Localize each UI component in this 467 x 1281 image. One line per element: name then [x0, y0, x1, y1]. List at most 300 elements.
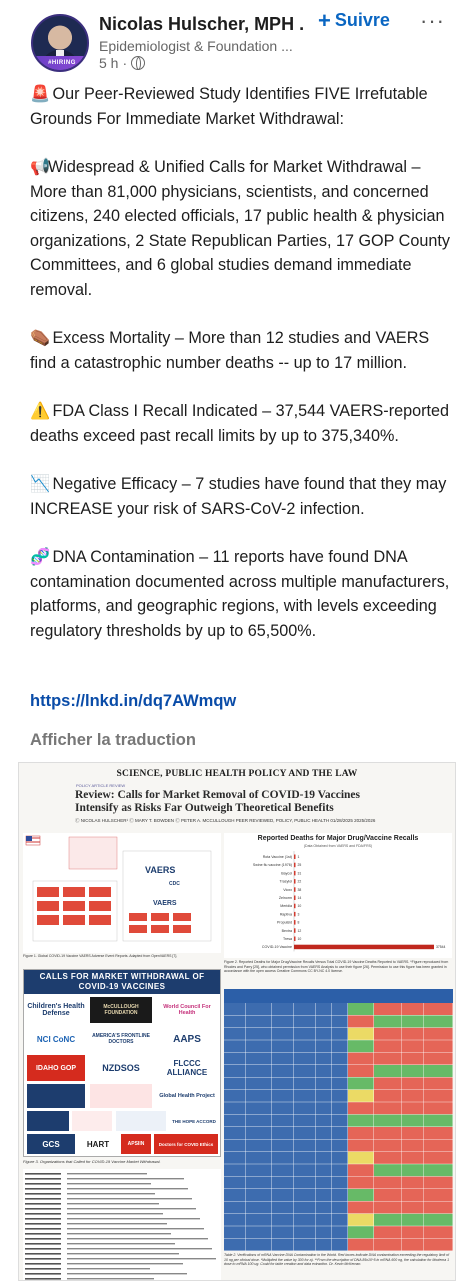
- svg-text:CDC: CDC: [169, 881, 180, 887]
- table-cell: [424, 1053, 453, 1065]
- table-cell: [332, 1239, 348, 1251]
- table-cell: [272, 1077, 294, 1089]
- table-cell: [294, 1003, 316, 1015]
- table-cell: [316, 1015, 332, 1027]
- table-cell: [246, 1028, 272, 1040]
- bar: [294, 912, 296, 917]
- ref-finding-line: [67, 1213, 163, 1214]
- table-cell: [224, 1189, 246, 1201]
- logo-idaho-gop: IDAHO GOP: [27, 1055, 85, 1081]
- flag-canton: [26, 836, 32, 841]
- table-cell: [374, 1115, 402, 1127]
- ref-source-line: [25, 1213, 61, 1215]
- table-cell: [332, 1077, 348, 1089]
- avatar[interactable]: [31, 14, 89, 72]
- table-cell: [246, 1177, 272, 1189]
- table-cell: [272, 1152, 294, 1164]
- logo-doctors-for-covid-ethics: Doctors for COVID Ethics: [154, 1134, 218, 1154]
- table-cell: [272, 1040, 294, 1052]
- ref-source-line: [25, 1203, 61, 1205]
- logo-red-badge: [72, 1111, 112, 1131]
- author-headline: Epidemiologist & Foundation ...: [99, 38, 293, 54]
- post-paragraph: [30, 155, 450, 302]
- table-cell: [316, 1077, 332, 1089]
- table-cell: [424, 1040, 453, 1052]
- table-cell: [402, 1003, 424, 1015]
- logo-americas-frontline-doctors: AMERICA'S FRONTLINE DOCTORS: [92, 1033, 150, 1045]
- table-cell: [424, 1065, 453, 1077]
- ref-finding-line: [67, 1263, 183, 1264]
- figure-3-header: CALLS FOR MARKET WITHDRAWAL OF COVID-19 VACCINES: [24, 970, 220, 994]
- bar: [294, 904, 296, 909]
- table-cell: [224, 1102, 246, 1114]
- table-2-caption: Table 2. Verifications of mRNA Vaccine DNA Contamination in the World. Red boxes indicate DNA contamination exceeding the regulatory limit of 10 ng per clinical dose. *Multiplied the value by 300 for a). **From the description of DNA 85x10^5 in mRNA 600 ng, the calculation for Moderna 1 dose to mRNA 100 ug. Could for table creation and data extraction. Dr. Kevin McKernan.: [224, 1253, 450, 1266]
- table-cell: [374, 1226, 402, 1238]
- ref-finding-line: [67, 1188, 188, 1189]
- table-cell: [402, 1164, 424, 1176]
- category-label: Tresa: [282, 937, 292, 941]
- table-cell: [316, 1102, 332, 1114]
- table-cell: [316, 1201, 332, 1213]
- table-cell: [224, 1040, 246, 1052]
- table-cell: [402, 1189, 424, 1201]
- table-cell: [374, 1201, 402, 1213]
- table-cell: [224, 1139, 246, 1151]
- table-cell: [224, 1226, 246, 1238]
- table-cell: [348, 1065, 374, 1077]
- figure-3-caption: Figure 3. Organizations that Called for COVID-19 Vaccine Market Withdrawal.: [23, 1159, 161, 1164]
- table-cell: [402, 1177, 424, 1189]
- table-cell: [332, 1226, 348, 1238]
- table-cell: [272, 1189, 294, 1201]
- table-cell: [272, 1127, 294, 1139]
- logo-mccullough-foundation: McCULLOUGH FOUNDATION: [90, 997, 152, 1023]
- bar: [294, 920, 296, 925]
- ref-finding-line: [67, 1258, 216, 1259]
- ref-source-line: [25, 1263, 61, 1265]
- author-name[interactable]: Nicolas Hulscher, MPH .: [99, 14, 305, 34]
- ref-finding-line: [67, 1228, 204, 1229]
- ref-source-line: [25, 1208, 61, 1210]
- table-cell: [272, 1139, 294, 1151]
- table-cell: [332, 1177, 348, 1189]
- post-paragraph: [30, 326, 450, 375]
- logo-seal: [116, 1111, 166, 1131]
- table-cell: [224, 1214, 246, 1226]
- table-cell: [224, 1003, 246, 1015]
- table-cell: [348, 1040, 374, 1052]
- table-cell: [294, 1040, 316, 1052]
- follow-button[interactable]: [318, 7, 390, 33]
- table-cell: [332, 1214, 348, 1226]
- table-cell: [294, 1077, 316, 1089]
- ref-source-line: [25, 1273, 61, 1275]
- table-cell: [316, 1115, 332, 1127]
- table-cell: [272, 1015, 294, 1027]
- post-body: [30, 82, 450, 667]
- ref-finding-line: [67, 1238, 208, 1239]
- table-cell: [374, 1127, 402, 1139]
- table-cell: [402, 1226, 424, 1238]
- logo-aaps: AAPS: [173, 1033, 201, 1045]
- table-cell: [224, 1152, 246, 1164]
- table-cell: [246, 1102, 272, 1114]
- table-cell: [224, 1065, 246, 1077]
- table-cell: [402, 1115, 424, 1127]
- bar: [294, 928, 296, 933]
- table-cell: [224, 1090, 246, 1102]
- value-label: 14: [297, 896, 302, 900]
- table-cell: [316, 1164, 332, 1176]
- megaphone-icon: 📢: [30, 158, 51, 176]
- logo-dark-bird: [27, 1084, 85, 1108]
- table-cell: [246, 1214, 272, 1226]
- table-cell: [332, 1139, 348, 1151]
- table-cell: [316, 1152, 332, 1164]
- bar: [294, 945, 434, 950]
- table-cell: [246, 1015, 272, 1027]
- table-cell: [374, 1015, 402, 1027]
- table-cell: [402, 1239, 424, 1251]
- table-cell: [272, 1090, 294, 1102]
- article-tag: POLICY ARTICLE REVIEW: [76, 783, 126, 788]
- table-cell: [246, 1040, 272, 1052]
- table-cell: [294, 1214, 316, 1226]
- table-cell: [332, 1040, 348, 1052]
- post-meta: [99, 55, 145, 71]
- table-cell: [246, 1189, 272, 1201]
- table-cell: [224, 1077, 246, 1089]
- table-cell: [294, 1139, 316, 1151]
- post-header: [0, 0, 467, 80]
- chart-subtitle: (Data Obtained from VAERS and FDA/FRS): [303, 844, 373, 848]
- category-label: Bextra: [281, 928, 292, 933]
- ref-finding-line: [67, 1218, 200, 1219]
- table-cell: [402, 1139, 424, 1151]
- table-cell: [294, 1127, 316, 1139]
- category-label: Raptiva: [279, 912, 292, 917]
- table-cell: [316, 1040, 332, 1052]
- svg-text:VAERS: VAERS: [145, 865, 176, 875]
- category-label: Baycol: [281, 871, 292, 876]
- paragraph-text: Our Peer-Reviewed Study Identifies FIVE Irrefutable Grounds For Immediate Market Withdrawal:: [30, 85, 428, 128]
- logo-childrens-health-defense: Children's Health Defense: [27, 1003, 85, 1017]
- table-cell: [374, 1139, 402, 1151]
- table-cell: [374, 1077, 402, 1089]
- post-paragraph: [30, 399, 450, 448]
- table-cell: [402, 1077, 424, 1089]
- table-cell: [374, 1189, 402, 1201]
- table-cell: [348, 1015, 374, 1027]
- warning-icon: ⚠️: [30, 402, 51, 420]
- ref-finding-line: [67, 1203, 159, 1204]
- table-cell: [332, 1164, 348, 1176]
- table-cell: [316, 1090, 332, 1102]
- table-cell: [402, 1028, 424, 1040]
- table-cell: [402, 1214, 424, 1226]
- table-cell: [246, 1003, 272, 1015]
- paper-authors: Ⓒ NICOLAS HULSCHER¹ Ⓒ MARY T. BOWDEN Ⓒ PETER A. MCCULLOUGH PEER REVIEWED, POLICY, PUBLIC HEALTH 01/28/2025 2025/2026: [75, 818, 376, 823]
- ref-source-line: [25, 1173, 61, 1175]
- ref-source-line: [25, 1223, 61, 1225]
- figure-1-graphic: [23, 833, 221, 953]
- table-cell: [374, 1239, 402, 1251]
- post-paragraph: [30, 82, 450, 131]
- table-cell: [332, 1090, 348, 1102]
- translate-button[interactable]: Afficher la traduction: [30, 731, 196, 749]
- figure-2-chart: [224, 833, 452, 958]
- table-cell: [316, 1028, 332, 1040]
- dna-contamination-table: [224, 989, 453, 1251]
- figure-2-caption: Figure 2. Reported Deaths for Major Drug/Vaccine Recalls Versus Total COVID-19 Vaccine Deaths Reported to VAERS. *Figure reproduced from Rhodes and Parry [25], who obtained permission from VAERS Analysis to use their figure [26]. Permission to use this figure has been granted in accordance with the open access Creative Commons CC BY-NC 4.0 license.: [224, 960, 449, 973]
- table-cell: [316, 1127, 332, 1139]
- ref-finding-line: [67, 1268, 150, 1269]
- logo-world-council-for-health: World Council For Health: [163, 1004, 211, 1016]
- table-cell: [332, 1201, 348, 1213]
- chart-decreasing-icon: 📉: [30, 475, 51, 493]
- table-cell: [294, 1102, 316, 1114]
- figure-1-caption: Figure 1. Global COVID-19 Vaccine VAERS Adverse Event Reports. Adapted from OpenVAERS [7].: [23, 954, 178, 958]
- table-cell: [272, 1115, 294, 1127]
- plus-icon: +: [318, 7, 331, 33]
- table-cell: [402, 1152, 424, 1164]
- table-cell: [348, 1077, 374, 1089]
- ref-source-line: [25, 1258, 61, 1260]
- chart-title: Reported Deaths for Major Drug/Vaccine Recalls: [257, 835, 419, 842]
- category-label: Swine flu vaccine (1976): [252, 863, 292, 868]
- table-cell: [246, 1077, 272, 1089]
- hiring-badge: #HIRING: [33, 56, 89, 70]
- logo-flccc-alliance: FLCCC ALLIANCE: [166, 1059, 208, 1077]
- paragraph-text: Negative Efficacy – 7 studies have found that they may INCREASE your risk of SARS-CoV-2 infection.: [30, 475, 447, 518]
- logo-gcs: GCS: [27, 1134, 75, 1154]
- recall-bar-chart: [224, 833, 452, 958]
- ref-finding-line: [67, 1278, 154, 1279]
- table-cell: [374, 1053, 402, 1065]
- more-options-icon[interactable]: ···: [420, 8, 445, 33]
- table-cell: [424, 1115, 453, 1127]
- table-cell: [224, 1164, 246, 1176]
- table-cell: [294, 1065, 316, 1077]
- table-cell: [272, 1053, 294, 1065]
- table-cell: [272, 1226, 294, 1238]
- table-cell: [224, 1053, 246, 1065]
- table-cell: [272, 1065, 294, 1077]
- category-label: COVID-19 Vaccine: [261, 945, 292, 950]
- table-cell: [224, 1015, 246, 1027]
- table-cell: [246, 1139, 272, 1151]
- table-cell: [374, 1028, 402, 1040]
- table-cell: [316, 1189, 332, 1201]
- table-cell: [424, 1090, 453, 1102]
- category-label: Meridia: [280, 904, 292, 909]
- table-cell: [294, 1090, 316, 1102]
- table-cell: [272, 1164, 294, 1176]
- post-image[interactable]: [18, 762, 456, 1281]
- table-cell: [402, 1065, 424, 1077]
- table-cell: [348, 1028, 374, 1040]
- paragraph-text: DNA Contamination – 11 reports have found DNA contamination documented across multiple manufacturers, platforms, and geographic regions, with levels exceeding regulatory thresholds by up to 65,500%.: [30, 548, 450, 640]
- svg-text:VAERS: VAERS: [153, 900, 177, 907]
- post-paragraph: [30, 545, 450, 643]
- table-cell: [374, 1152, 402, 1164]
- table-cell: [424, 1028, 453, 1040]
- table-header: [224, 989, 453, 1003]
- table-cell: [224, 1201, 246, 1213]
- table-cell: [272, 1201, 294, 1213]
- category-label: Zelnorm: [278, 896, 292, 900]
- table-cell: [424, 1164, 453, 1176]
- table-cell: [402, 1090, 424, 1102]
- table-cell: [294, 1164, 316, 1176]
- table-cell: [332, 1053, 348, 1065]
- table-cell: [374, 1102, 402, 1114]
- table-cell: [348, 1003, 374, 1015]
- ref-finding-line: [67, 1183, 151, 1184]
- ref-finding-line: [67, 1273, 187, 1274]
- table-cell: [316, 1053, 332, 1065]
- bar: [294, 863, 296, 868]
- category-label: Trasylol: [279, 879, 292, 884]
- ref-finding-line: [67, 1248, 212, 1249]
- category-label: Rota Vaccine (1st): [262, 855, 292, 859]
- table-cell: [246, 1164, 272, 1176]
- paragraph-text: Excess Mortality – More than 12 studies and VAERS find a catastrophic number deaths -- up to 17 million.: [30, 329, 430, 372]
- logo-nci-conc: NCI CoNC: [36, 1034, 76, 1044]
- table-cell: [316, 1226, 332, 1238]
- table-cell: [424, 1201, 453, 1213]
- ref-source-line: [25, 1233, 61, 1235]
- follow-label: Suivre: [334, 10, 390, 30]
- ref-source-line: [25, 1198, 61, 1200]
- table-cell: [294, 1053, 316, 1065]
- ref-source-line: [25, 1188, 61, 1190]
- table-cell: [316, 1003, 332, 1015]
- table-cell: [246, 1226, 272, 1238]
- table-cell: [424, 1102, 453, 1114]
- table-cell: [332, 1028, 348, 1040]
- table-cell: [316, 1177, 332, 1189]
- table-cell: [246, 1152, 272, 1164]
- ref-finding-line: [67, 1173, 147, 1174]
- value-label: 8: [297, 920, 300, 925]
- logo-red-shield: [90, 1084, 152, 1108]
- ref-source-line: [25, 1268, 61, 1270]
- table-cell: [348, 1226, 374, 1238]
- ref-source-line: [25, 1228, 61, 1230]
- value-label: 22: [297, 879, 302, 884]
- table-cell: [424, 1177, 453, 1189]
- table-cell: [374, 1090, 402, 1102]
- logo-global-health-project: Global Health Project: [159, 1093, 215, 1099]
- table-cell: [272, 1239, 294, 1251]
- figure-1-vaers: [23, 833, 221, 953]
- table-cell: [402, 1040, 424, 1052]
- category-label: Vioxx: [283, 887, 292, 892]
- table-cell: [224, 1115, 246, 1127]
- table-cell: [272, 1003, 294, 1015]
- table-cell: [246, 1127, 272, 1139]
- table-cell: [294, 1201, 316, 1213]
- table-cell: [332, 1127, 348, 1139]
- reference-table-lines: [23, 1169, 221, 1281]
- table-cell: [402, 1102, 424, 1114]
- post-paragraph: [30, 472, 450, 521]
- value-label: 31: [297, 871, 302, 876]
- table-cell: [272, 1028, 294, 1040]
- meta-separator: ·: [122, 55, 128, 71]
- table-cell: [332, 1102, 348, 1114]
- table-cell: [348, 1115, 374, 1127]
- table-cell: [272, 1177, 294, 1189]
- table-cell: [374, 1164, 402, 1176]
- table-cell: [402, 1127, 424, 1139]
- ref-source-line: [25, 1253, 61, 1255]
- table-cell: [374, 1003, 402, 1015]
- table-cell: [246, 1053, 272, 1065]
- table-cell: [246, 1065, 272, 1077]
- table-cell: [424, 1139, 453, 1151]
- bar: [294, 896, 296, 901]
- table-cell: [374, 1065, 402, 1077]
- value-label: 10: [297, 904, 302, 909]
- value-label: 12: [297, 928, 302, 933]
- value-label: 37544: [436, 945, 446, 950]
- post-link[interactable]: https://lnkd.in/dq7AWmqw: [30, 692, 237, 710]
- table-cell: [348, 1201, 374, 1213]
- reference-table: [23, 1169, 221, 1281]
- value-label: 10: [297, 937, 302, 941]
- table-cell: [374, 1177, 402, 1189]
- table-cell: [402, 1015, 424, 1027]
- table-cell: [316, 1239, 332, 1251]
- table-cell: [316, 1214, 332, 1226]
- logo-hart: HART: [86, 1139, 110, 1149]
- paragraph-text: FDA Class I Recall Indicated – 37,544 VAERS-reported deaths exceed past recall limits by up to 375,340%.: [30, 402, 449, 445]
- table-cell: [424, 1226, 453, 1238]
- table-cell: [424, 1214, 453, 1226]
- table-cell: [348, 1127, 374, 1139]
- bar: [294, 879, 296, 884]
- post-time: 5 h: [99, 55, 119, 71]
- value-label: 38: [297, 887, 302, 892]
- table-cell: [294, 1115, 316, 1127]
- table-cell: [294, 1015, 316, 1027]
- bar: [294, 855, 296, 860]
- table-cell: [224, 1028, 246, 1040]
- value-label: 1: [297, 855, 300, 859]
- paper-title: Review: Calls for Market Removal of COVID-19 Vaccines Intensify as Risks Far Outweigh Theoretical Benefits: [75, 789, 361, 814]
- table-cell: [348, 1239, 374, 1251]
- table-cell: [348, 1189, 374, 1201]
- logo-apsiin: APSIIN: [121, 1134, 151, 1154]
- table-cell: [348, 1164, 374, 1176]
- table-cell: [246, 1201, 272, 1213]
- ref-source-line: [25, 1193, 61, 1195]
- ref-source-line: [25, 1278, 61, 1280]
- ref-finding-line: [67, 1193, 155, 1194]
- table-cell: [224, 1239, 246, 1251]
- table-cell: [246, 1115, 272, 1127]
- table-cell: [272, 1214, 294, 1226]
- table-cell: [332, 1015, 348, 1027]
- table-cell: [294, 1177, 316, 1189]
- globe-icon: [131, 56, 145, 70]
- bar: [294, 887, 296, 892]
- bar: [294, 871, 296, 876]
- table-cell: [224, 1177, 246, 1189]
- table-cell: [424, 1003, 453, 1015]
